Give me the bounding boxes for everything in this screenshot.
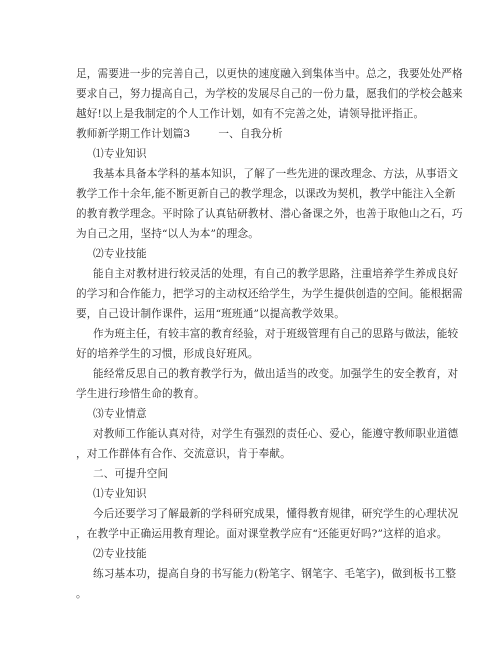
section-heading: 二、可提升空间 (93, 468, 169, 480)
paragraph-line: 对教师工作能认真对待，对学生有强烈的责任心、爱心，能遵守教师职业道德 (93, 428, 459, 440)
subsection-heading: ⑴专业知识 (93, 148, 147, 160)
paragraph-line: 的教育教学理念。平时除了认真钻研教材、潜心备课之外，也善于取他山之石，巧 (76, 208, 463, 220)
paragraph-line: 作为班主任，有较丰富的教育经验，对于班级管理有自己的思路与做法，能较 (93, 328, 459, 340)
paragraph-line: 好的培养学生的习惯，形成良好班风。 (76, 348, 259, 360)
paragraph-line: 能经常反思自己的教育教学行为，做出适当的改变。加强学生的安全教育，对 (93, 368, 459, 380)
subsection-heading: ⑶专业情意 (93, 408, 147, 420)
subsection-heading: ⑴专业知识 (93, 488, 147, 500)
paragraph-line: 的学习和合作能力，把学习的主动权还给学生，为学生提供创造的空间。能根据需 (76, 288, 463, 300)
paragraph-line: ，对工作群体有合作、交流意识，肯于奉献。 (76, 448, 291, 460)
paragraph-line: 教学工作十余年,能不断更新自己的教学理念，以课改为契机，教学中能注入全新 (76, 188, 456, 200)
section-heading: 一、自我分析 (218, 128, 283, 140)
paragraph-line: 能自主对教材进行较灵活的处理，有自己的教学思路，注重培养学生养成良好 (93, 268, 459, 280)
subsection-heading: ⑵专业技能 (93, 548, 147, 560)
article-title: 教师新学期工作计划篇3 (76, 128, 191, 140)
paragraph-line: 足，需要进一步的完善自己，以更快的速度融入到集体当中。总之，我要处处严格 (76, 68, 463, 80)
section-title-line (76, 127, 436, 141)
paragraph-line: 要，自己设计制作课件，运用“班班通”以提高教学效果。 (76, 308, 345, 320)
paragraph-line: 学生进行珍惜生命的教育。 (76, 388, 205, 400)
paragraph-line: 。 (76, 588, 87, 600)
paragraph-line: 越好!以上是我制定的个人工作计划，如有不完善之处，请领导批评指正。 (76, 108, 425, 120)
paragraph-line: 练习基本功，提高自身的书写能力(粉笔字、钢笔字、毛笔字)，做到板书工整 (93, 568, 457, 580)
paragraph-line: 要求自己，努力提高自己，为学校的发展尽自己的一份力量，愿我们的学校会越来 (76, 88, 463, 100)
paragraph-line: 我基本具备本学科的基本知识，了解了一些先进的课改理念、方法，从事语文 (93, 168, 459, 180)
paragraph-line: 为自己之用，坚持“以人为本”的理念。 (76, 228, 260, 240)
paragraph-line: ，在教学中正确运用教育理论。面对课堂教学应有“还能更好吗?”这样的追求。 (76, 528, 448, 540)
subsection-heading: ⑵专业技能 (93, 248, 147, 260)
paragraph-line: 今后还要学习了解最新的学科研究成果，懂得教育规律，研究学生的心理状况 (93, 508, 459, 520)
